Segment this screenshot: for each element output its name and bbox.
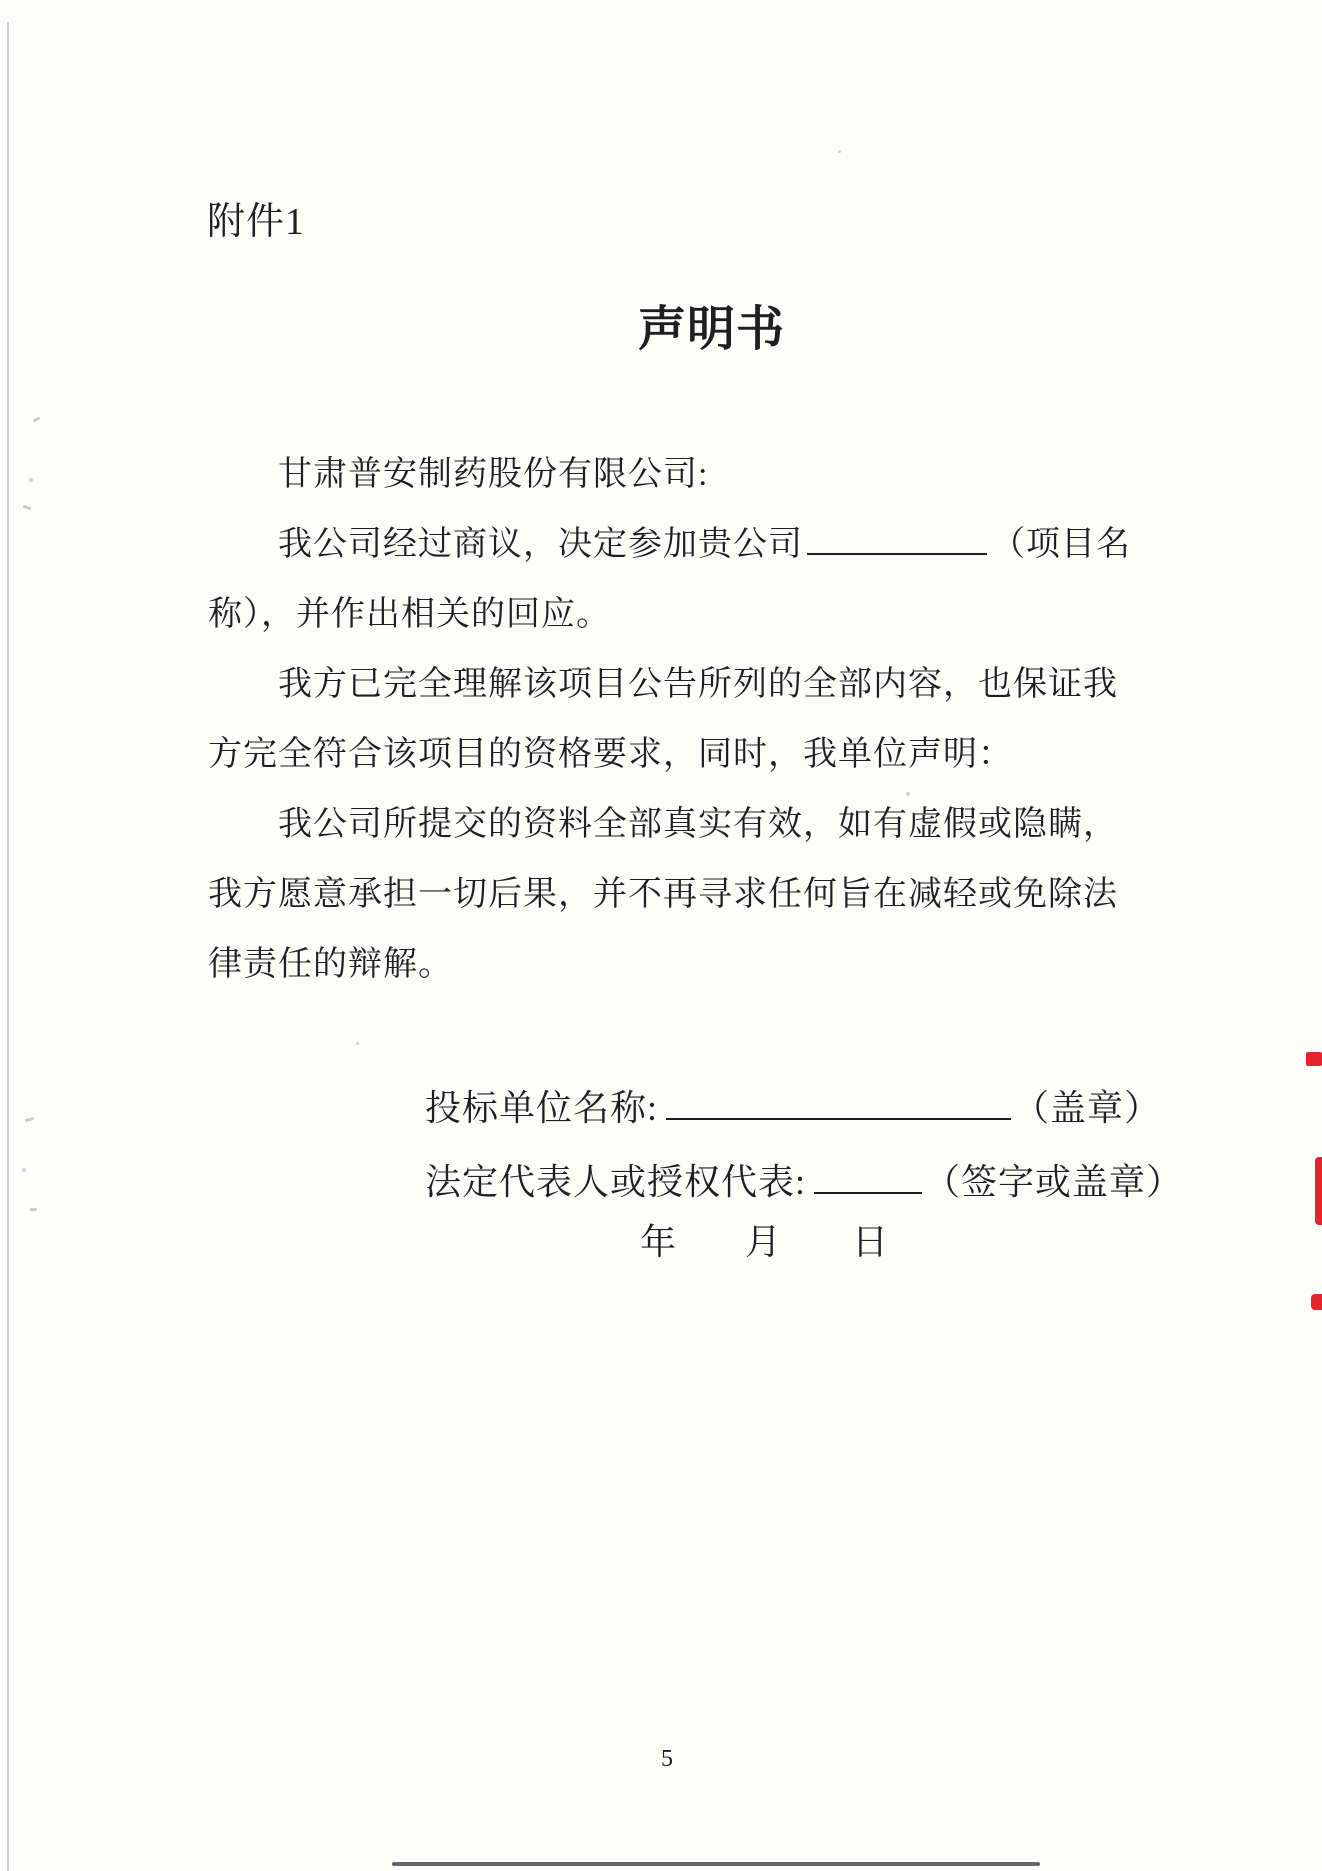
paragraph-line: 我方已完全理解该项目公告所列的全部内容，也保证我 (278, 666, 1118, 703)
document-title: 声明书 (638, 303, 786, 356)
bidder-name-label: 投标单位名称: (425, 1088, 659, 1128)
scan-speck (356, 1042, 359, 1045)
project-name-blank (807, 521, 987, 555)
seal-note: （盖章） (1013, 1088, 1162, 1128)
scan-speck (838, 150, 841, 153)
pencil-speck (30, 1208, 37, 1211)
representative-line (425, 1154, 1183, 1206)
paragraph-line: 我公司所提交的资料全部真实有效，如有虚假或隐瞒， (278, 806, 1118, 843)
signature-date-line (425, 1214, 1215, 1266)
representative-blank (814, 1158, 922, 1194)
bidder-name-line (425, 1080, 1161, 1132)
red-ink-mark (1315, 1157, 1322, 1225)
paragraph-line (208, 510, 1131, 580)
red-ink-mark (1306, 1052, 1322, 1066)
pencil-speck (23, 505, 32, 511)
representative-label: 法定代表人或授权代表: (425, 1162, 807, 1202)
paragraph-text: 我公司经过商议，决定参加贵公司 (278, 526, 803, 563)
year-label: 年 (640, 1222, 678, 1262)
page-number: 5 (661, 1746, 673, 1772)
red-ink-mark (1311, 1294, 1322, 1310)
document-body (208, 440, 1131, 1000)
attachment-label: 附件1 (207, 201, 306, 243)
paragraph-line: 律责任的辩解。 (208, 946, 453, 983)
pencil-speck (25, 1117, 34, 1122)
scan-edge-line (7, 22, 9, 1871)
scan-bottom-line (392, 1862, 1040, 1866)
salutation-line: 甘肃普安制药股份有限公司: (278, 456, 709, 493)
pencil-speck (29, 478, 33, 482)
paragraph-line: 称），并作出相关的回应。 (208, 596, 611, 633)
bidder-name-blank (666, 1084, 1011, 1120)
pencil-speck (33, 416, 41, 422)
month-label: 月 (745, 1222, 783, 1262)
pencil-speck (22, 1168, 26, 1172)
day-label: 日 (852, 1222, 890, 1262)
paragraph-line: 方完全符合该项目的资格要求，同时，我单位声明： (208, 736, 1013, 773)
paragraph-text: （项目名 (991, 526, 1131, 563)
paragraph-line: 我方愿意承担一切后果，并不再寻求任何旨在减轻或免除法 (208, 876, 1118, 913)
sign-or-seal-note: （签字或盖章） (924, 1162, 1184, 1202)
